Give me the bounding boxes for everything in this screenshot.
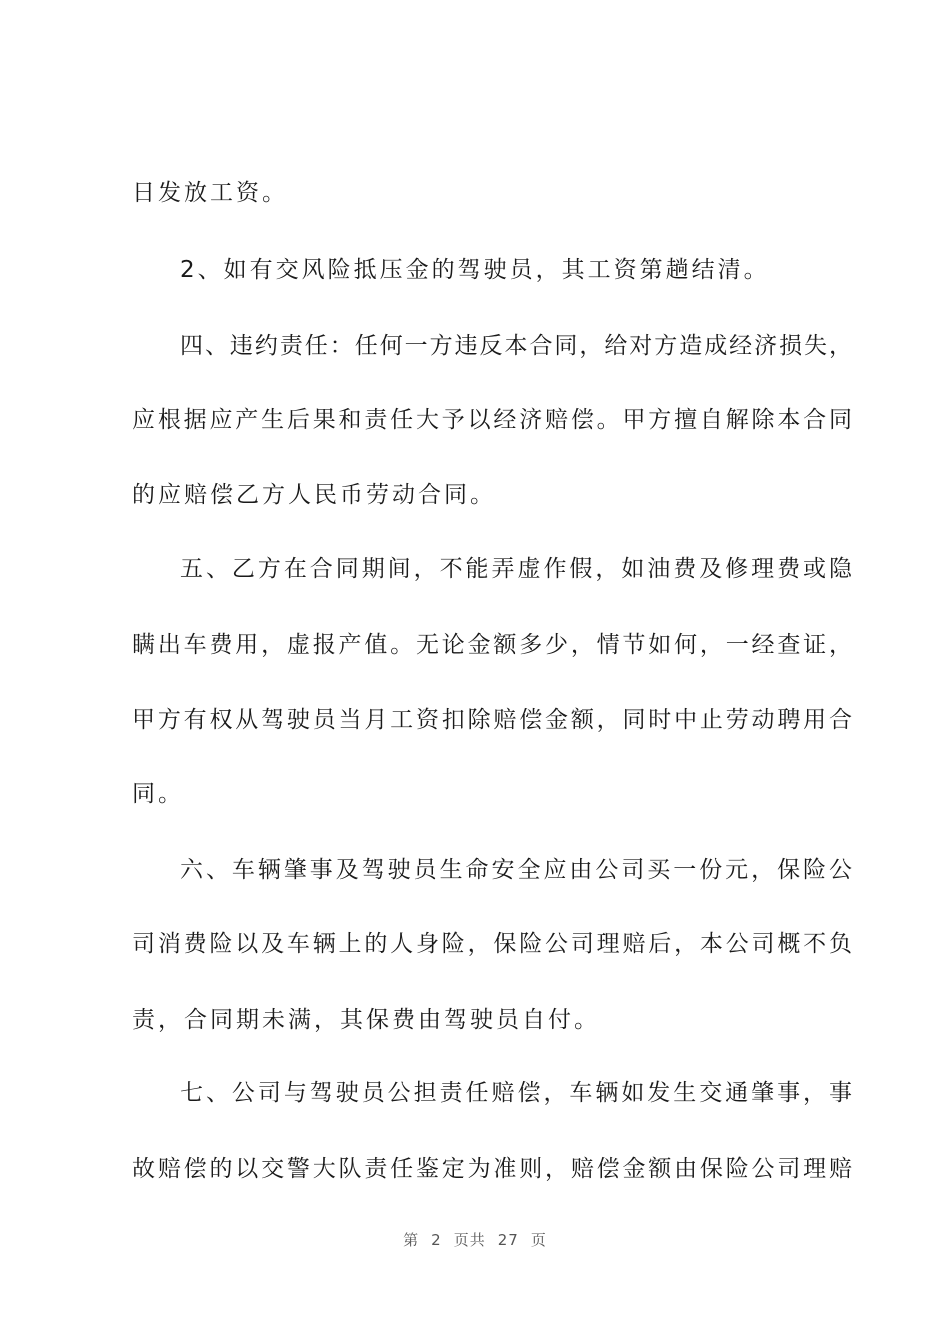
text-line-2: 2、如有交风险抵压金的驾驶员，其工资第趟结清。 (180, 257, 770, 283)
footer-current-page: 2 (431, 1231, 442, 1249)
text-line-11: 司消费险以及车辆上的人身险，保险公司理赔后，本公司概不负 (132, 931, 852, 957)
footer-suffix: 页 (530, 1231, 547, 1249)
text-line-3: 四、违约责任：任何一方违反本合同，给对方造成经济损失， (180, 333, 852, 359)
text-line-4: 应根据应产生后果和责任大予以经济赔偿。甲方擅自解除本合同 (132, 407, 852, 433)
footer-mid: 页共 (453, 1231, 486, 1249)
footer-prefix: 第 (403, 1231, 420, 1249)
footer-total-pages: 27 (497, 1231, 519, 1249)
text-line-5: 的应赔偿乙方人民币劳动合同。 (132, 482, 496, 508)
text-line-6: 五、乙方在合同期间，不能弄虚作假，如油费及修理费或隐 (180, 556, 852, 582)
text-line-7: 瞒出车费用，虚报产值。无论金额多少，情节如何，一经查证， (132, 632, 852, 658)
page-footer (0, 1230, 950, 1250)
text-line-9: 同。 (132, 781, 184, 807)
text-line-8: 甲方有权从驾驶员当月工资扣除赔偿金额，同时中止劳动聘用合 (132, 707, 852, 733)
text-line-13: 七、公司与驾驶员公担责任赔偿，车辆如发生交通肇事，事 (180, 1080, 852, 1106)
text-line-1: 日发放工资。 (132, 180, 288, 206)
text-line-14: 故赔偿的以交警大队责任鉴定为准则，赔偿金额由保险公司理赔 (132, 1156, 852, 1182)
text-line-12: 责，合同期未满，其保费由驾驶员自付。 (132, 1007, 600, 1033)
text-line-10: 六、车辆肇事及驾驶员生命安全应由公司买一份元，保险公 (180, 857, 852, 883)
